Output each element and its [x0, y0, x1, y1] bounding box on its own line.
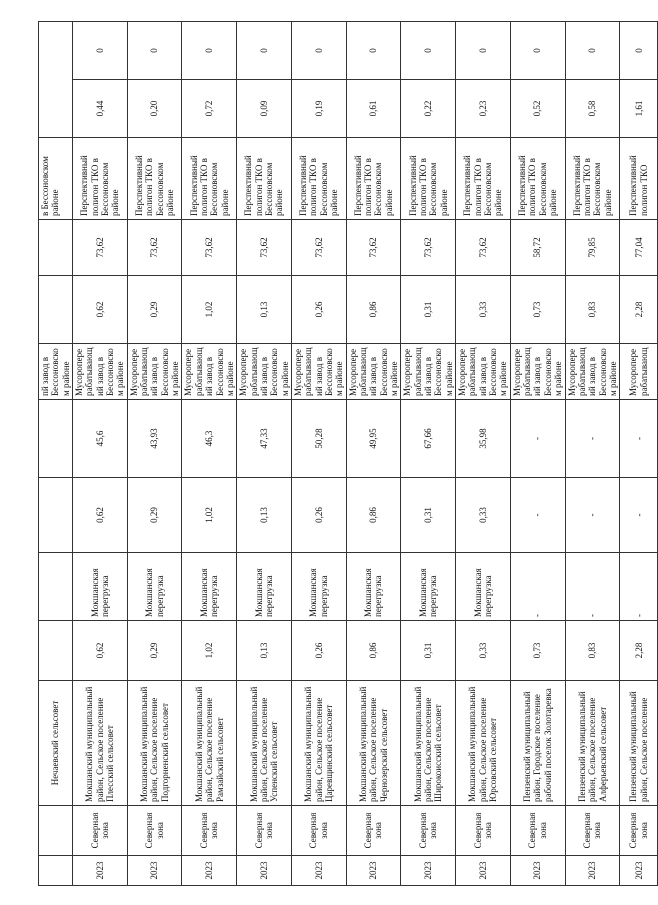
- cell-landfill: Перспективный полигон ТКО в Бессоновском районе: [401, 138, 456, 220]
- cell-landfill: Перспективный полигон ТКО: [620, 138, 658, 220]
- cell-volume-processing: 1,02: [182, 276, 237, 344]
- cell-volume-transfer: -: [510, 478, 565, 553]
- cell-distance-transfer: 49,95: [346, 400, 401, 478]
- cell-zone: Северная зона: [510, 806, 565, 856]
- cell-settlement: Пензенский муниципальный район, Сельское поселение: [620, 681, 658, 806]
- table-row: [346, 22, 401, 886]
- cell-processing-facility: Мусороперерабатывающий завод в Бессоновском районе: [401, 344, 456, 400]
- cell-zone: Северная зона: [237, 806, 292, 856]
- cell-zone: Северная зона: [291, 806, 346, 856]
- cell-volume-pair: [346, 22, 401, 138]
- cell-volume-landfill: 0,19: [292, 79, 346, 137]
- cell-settlement: Мокшанский муниципальный район, Сельское поселение Успенский сельсовет: [237, 681, 292, 806]
- cell-year: 2023: [346, 856, 401, 886]
- table-row: [73, 22, 128, 886]
- cell-transfer-station: Мокшанская перегрузка: [456, 553, 511, 621]
- table-row: [291, 22, 346, 886]
- cell-volume: 0,26: [291, 621, 346, 681]
- cell-zone: Северная зона: [401, 806, 456, 856]
- cell-volume-transfer: -: [620, 478, 658, 553]
- cell-zone: Северная зона: [127, 806, 182, 856]
- cell-facility: пй завод в Бессоновско м районе: [39, 344, 73, 400]
- cell-year: 2023: [565, 856, 620, 886]
- cell-volume-transfer: 0,62: [73, 478, 128, 553]
- cell-year: 2023: [237, 856, 292, 886]
- cell-settlement: Мокшанский муниципальный район, Сельское поселение Рамзайский сельсовет: [182, 681, 237, 806]
- cell-year: 2023: [401, 856, 456, 886]
- cell-settlement: Мокшанский муниципальный район, Сельское поселение Чернозерский сельсовет: [346, 681, 401, 806]
- cell-volume: 0,62: [73, 621, 128, 681]
- cell-distance-processing: 73,62: [237, 220, 292, 276]
- cell-name: Нечаевский сельсовет: [39, 681, 73, 806]
- cell-settlement: Мокшанский муниципальный район, Сельское поселение Плесский сельсовет: [73, 681, 128, 806]
- cell-distance-processing: 58,72: [510, 220, 565, 276]
- cell-last: 0: [587, 48, 598, 53]
- cell-distance-processing: 73,62: [291, 220, 346, 276]
- cell-volume-transfer: 0,29: [127, 478, 182, 553]
- cell-volume-landfill: 0,23: [456, 79, 510, 137]
- cell-distance-transfer: 45,6: [73, 400, 128, 478]
- cell-transfer-station: Мокшанская перегрузка: [182, 553, 237, 621]
- cell-volume-processing: 0,33: [456, 276, 511, 344]
- cell-landfill: Перспективный полигон ТКО в Бессоновском районе: [456, 138, 511, 220]
- cell-volume-pair: [620, 22, 658, 138]
- cell-zone: Северная зона: [73, 806, 128, 856]
- cell-volume: 2,28: [620, 621, 658, 681]
- cell-last: 0: [313, 48, 324, 53]
- cell-last: 0: [204, 48, 215, 53]
- cell-distance-transfer: -: [620, 400, 658, 478]
- cell-volume-landfill: 0,58: [566, 79, 620, 137]
- cell-landfill: Перспективный полигон ТКО в Бессоновском районе: [291, 138, 346, 220]
- cell-volume: 0,29: [127, 621, 182, 681]
- cell-zone: Северная зона: [620, 806, 658, 856]
- cell-volume-pair: [510, 22, 565, 138]
- cell-last: 0: [477, 48, 488, 53]
- cell-volume: 0,13: [237, 621, 292, 681]
- cell-transfer-station: -: [510, 553, 565, 621]
- cell-volume-transfer: 0,26: [291, 478, 346, 553]
- table-row: [510, 22, 565, 886]
- cell-volume-landfill: 0,22: [401, 79, 455, 137]
- cell-last: 0: [423, 48, 434, 53]
- table-row: [620, 22, 658, 886]
- cell-distance-transfer: 50,28: [291, 400, 346, 478]
- cell-landfill: в Бессоновском районе: [39, 138, 73, 220]
- table-row: [401, 22, 456, 886]
- table-row: [127, 22, 182, 886]
- cell-last: 0: [94, 48, 105, 53]
- table-row-continued: [39, 22, 73, 886]
- cell-processing-facility: Мусороперерабатывающий завод в Бессоновском районе: [237, 344, 292, 400]
- cell-landfill: Перспективный полигон ТКО в Бессоновском районе: [346, 138, 401, 220]
- table-row: [237, 22, 292, 886]
- cell-settlement: Мокшанский муниципальный район, Сельское поселение Широкоисский сельсовет: [401, 681, 456, 806]
- cell-processing-facility: Мусороперерабатывающий завод в Бессоновском районе: [127, 344, 182, 400]
- cell-last: 0: [368, 48, 379, 53]
- cell-transfer-station: Мокшанская перегрузка: [346, 553, 401, 621]
- cell-landfill: Перспективный полигон ТКО в Бессоновском районе: [565, 138, 620, 220]
- cell-landfill: Перспективный полигон ТКО в Бессоновском районе: [182, 138, 237, 220]
- cell-volume-landfill: 0,20: [128, 79, 182, 137]
- cell-processing-facility: Мусороперерабатывающ: [620, 344, 658, 400]
- cell-processing-facility: Мусороперерабатывающий завод в Бессоновском районе: [346, 344, 401, 400]
- cell-volume-pair: [291, 22, 346, 138]
- cell-volume-pair: [401, 22, 456, 138]
- table-row: [456, 22, 511, 886]
- cell-processing-facility: Мусороперерабатывающий завод в Бессоновском районе: [182, 344, 237, 400]
- cell-year: 2023: [127, 856, 182, 886]
- cell-volume-processing: 0,31: [401, 276, 456, 344]
- cell-volume-processing: 0,26: [291, 276, 346, 344]
- cell-volume-processing: 2,28: [620, 276, 658, 344]
- cell-year: 2023: [182, 856, 237, 886]
- cell-year: 2023: [620, 856, 658, 886]
- cell-last: 0: [258, 48, 269, 53]
- cell-transfer-station: Мокшанская перегрузка: [127, 553, 182, 621]
- cell-distance-processing: 79,85: [565, 220, 620, 276]
- cell-distance-transfer: 35,98: [456, 400, 511, 478]
- cell-zone: Северная зона: [346, 806, 401, 856]
- cell-volume-processing: 0,83: [565, 276, 620, 344]
- cell-distance-processing: 73,62: [73, 220, 128, 276]
- cell-processing-facility: Мусороперерабатывающий завод в Бессоновском районе: [291, 344, 346, 400]
- cell-distance-transfer: 67,66: [401, 400, 456, 478]
- cell-volume: 0,73: [510, 621, 565, 681]
- cell-volume-pair: [73, 22, 128, 138]
- cell-settlement: Пензенский муниципальный район, Городское поселение рабочий поселок Золотаревка: [510, 681, 565, 806]
- cell-volume: 0,83: [565, 621, 620, 681]
- cell-settlement: Мокшанский муниципальный район, Сельское поселение Юрсовский сельсовет: [456, 681, 511, 806]
- cell-transfer-station: Мокшанская перегрузка: [237, 553, 292, 621]
- cell-processing-facility: Мусороперерабатывающий завод в Бессоновском районе: [73, 344, 128, 400]
- cell-volume-transfer: 0,33: [456, 478, 511, 553]
- rotated-table-container: [38, 22, 649, 886]
- table-row: [182, 22, 237, 886]
- cell-processing-facility: Мусороперерабатывающий завод в Бессоновском районе: [510, 344, 565, 400]
- cell-volume-landfill: 0,52: [511, 79, 565, 137]
- cell-volume: 0,33: [456, 621, 511, 681]
- cell-zone: Северная зона: [565, 806, 620, 856]
- cell-volume-pair: [456, 22, 511, 138]
- cell-distance-transfer: 43,93: [127, 400, 182, 478]
- cell-distance-transfer: 47,33: [237, 400, 292, 478]
- cell-processing-facility: Мусороперерабатывающий завод в Бессоновском районе: [565, 344, 620, 400]
- cell-volume-landfill: 0,09: [237, 79, 291, 137]
- cell-volume-processing: 0,13: [237, 276, 292, 344]
- cell-volume-landfill: 0,61: [347, 79, 401, 137]
- cell-volume-pair: [237, 22, 292, 138]
- cell-volume-pair: [182, 22, 237, 138]
- cell-landfill: Перспективный полигон ТКО в Бессоновском районе: [127, 138, 182, 220]
- cell-processing-facility: Мусороперерабатывающий завод в Бессоновском районе: [456, 344, 511, 400]
- cell-volume: 0,31: [401, 621, 456, 681]
- cell-transfer-station: Мокшанская перегрузка: [401, 553, 456, 621]
- table-row: [565, 22, 620, 886]
- cell-volume-transfer: 1,02: [182, 478, 237, 553]
- cell-transfer-station: -: [620, 553, 658, 621]
- cell-volume-pair: [127, 22, 182, 138]
- cell-zone: Северная зона: [182, 806, 237, 856]
- cell-last: 0: [633, 48, 644, 53]
- cell-year: 2023: [291, 856, 346, 886]
- cell-volume-landfill: 0,44: [73, 79, 127, 137]
- cell-transfer-station: -: [565, 553, 620, 621]
- cell-distance-processing: 73,62: [456, 220, 511, 276]
- cell-landfill: Перспективный полигон ТКО в Бессоновском районе: [237, 138, 292, 220]
- cell-year: 2023: [73, 856, 128, 886]
- cell-volume-transfer: 0,13: [237, 478, 292, 553]
- cell-distance-processing: 73,62: [127, 220, 182, 276]
- cell-volume-landfill: 0,72: [182, 79, 236, 137]
- cell-distance-processing: 73,62: [182, 220, 237, 276]
- cell-year: 2023: [510, 856, 565, 886]
- cell-volume-processing: 0,62: [73, 276, 128, 344]
- cell-volume-transfer: -: [565, 478, 620, 553]
- cell-settlement: Мокшанский муниципальный район, Сельское поселение Подгорненский сельсовет: [127, 681, 182, 806]
- cell-distance-processing: 73,62: [401, 220, 456, 276]
- cell-transfer-station: Мокшанская перегрузка: [291, 553, 346, 621]
- cell-distance-processing: 77,04: [620, 220, 658, 276]
- cell-volume-transfer: 0,31: [401, 478, 456, 553]
- cell-last: 0: [149, 48, 160, 53]
- cell-landfill: Перспективный полигон ТКО в Бессоновском районе: [73, 138, 128, 220]
- cell-volume-processing: 0,29: [127, 276, 182, 344]
- cell-distance-processing: 73,62: [346, 220, 401, 276]
- cell-last: 0: [532, 48, 543, 53]
- cell-volume: 0,86: [346, 621, 401, 681]
- cell-volume-landfill: 1,61: [620, 79, 657, 137]
- cell-volume-pair: [565, 22, 620, 138]
- cell-transfer-station: Мокшанская перегрузка: [73, 553, 128, 621]
- waste-flow-table: [38, 21, 658, 886]
- cell-distance-transfer: -: [565, 400, 620, 478]
- cell-settlement: Мокшанский муниципальный район, Сельское поселение Царевщинский сельсовет: [291, 681, 346, 806]
- cell-distance-transfer: 46,3: [182, 400, 237, 478]
- cell-distance-transfer: -: [510, 400, 565, 478]
- cell-landfill: Перспективный полигон ТКО в Бессоновском районе: [510, 138, 565, 220]
- cell-volume-processing: 0,86: [346, 276, 401, 344]
- cell-volume-processing: 0,73: [510, 276, 565, 344]
- cell-settlement: Пензенский муниципальный район, Сельское поселение Алферьевский сельсовет: [565, 681, 620, 806]
- cell-volume: 1,02: [182, 621, 237, 681]
- cell-year: 2023: [456, 856, 511, 886]
- cell-zone: Северная зона: [456, 806, 511, 856]
- cell-volume-transfer: 0,86: [346, 478, 401, 553]
